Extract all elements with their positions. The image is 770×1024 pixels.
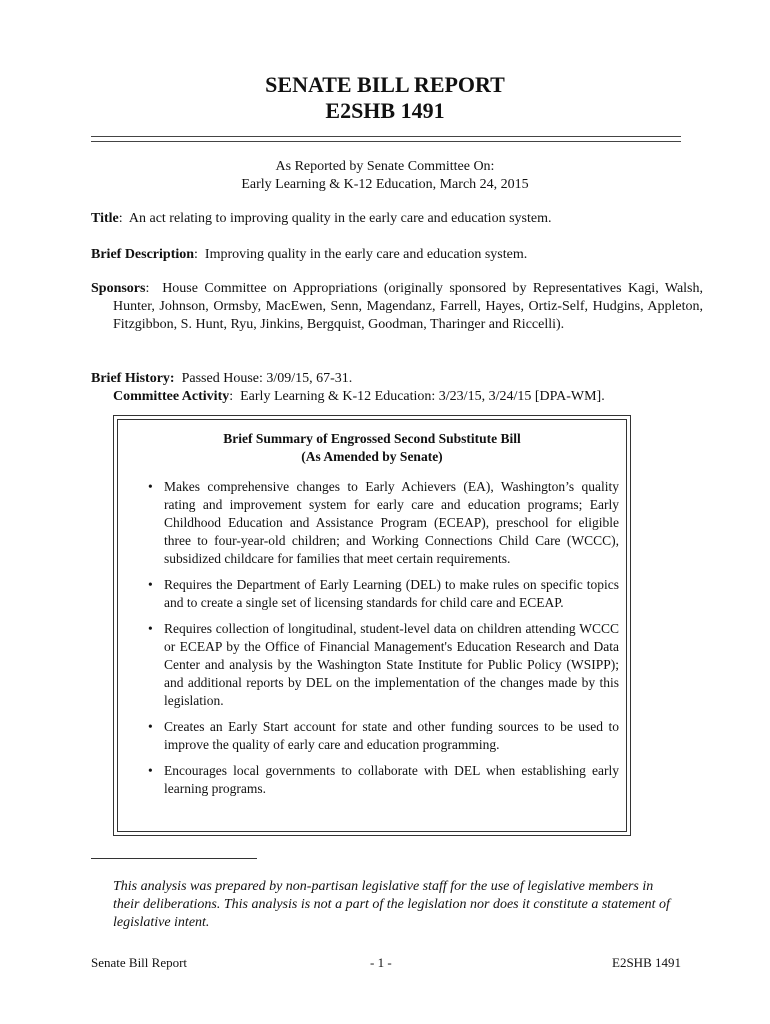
summary-bullet-text: Requires the Department of Early Learning (DEL) to make rules on specific topics and to create a single set of licensing standards for child care and ECEAP. (164, 577, 619, 610)
footer-right: E2SHB 1491 (612, 955, 681, 970)
summary-bullet-text: Requires collection of longitudinal, student-level data on children attending WCCC or ECEAP by the Office of Financial Management's Education Research and Data Center and analysis by the Washington State Institute for Public Policy (WSIPP); and additional reports by DEL on the implementation of the changes made by this legislation. (164, 621, 619, 708)
page-number: - 1 - (370, 955, 392, 970)
brief-history-text: Passed House: 3/09/15, 67-31. (181, 371, 353, 386)
brief-description-text: Improving quality in the early care and education system. (204, 247, 528, 262)
bill-number: E2SHB 1491 (325, 98, 445, 123)
summary-bullet-list (148, 478, 619, 806)
committee-activity-label: Committee Activity (113, 389, 230, 404)
title-section: Title: An act relating to improving quality in the early care and education system. (91, 211, 552, 226)
report-title: SENATE BILL REPORT (265, 72, 505, 97)
sponsors-text: House Committee on Appropriations (originally sponsored by Representatives Kagi, Walsh, Hunter, Johnson, Ormsby, MacEwen, Senn, Magendanz, Farrell, Hayes, Ortiz-Self, Hudgins, Appleton, Fitzgibbon, S. Hunt, Ryu, Jinkins, Bergquist, Goodman, Tharinger and Riccelli). (113, 281, 703, 332)
summary-bullet-text: Creates an Early Start account for state and other funding sources to be used to improve the quality of early care and education programming. (164, 719, 619, 752)
summary-title-line-1: Brief Summary of Engrossed Second Substitute Bill (223, 431, 521, 446)
summary-bullet-text: Makes comprehensive changes to Early Achievers (EA), Washington’s quality rating and improvement system for early care and education programs; Early Childhood Education and Assistance Program (ECEAP), preschool for eligible three to four-year-old children; and Working Connections Child Care (WCCC), subsidized childcare for families that meet certain requirements. (164, 479, 619, 566)
brief-history-label: Brief History: (91, 371, 175, 386)
reported-line-1: As Reported by Senate Committee On: (275, 159, 495, 174)
brief-history-section: Brief History: Passed House: 3/09/15, 67-31. Committee Activity: Early Learning & K-12 Education: 3/23/15, 3/24/15 [DPA-WM]. (91, 371, 605, 404)
summary-bullet-2 (148, 576, 619, 612)
summary-bullet-3 (148, 620, 619, 710)
bullet-glyph: • (148, 763, 153, 778)
footer-left: Senate Bill Report (91, 955, 188, 970)
summary-bullet-1 (148, 478, 619, 568)
summary-bullet-5 (148, 762, 619, 798)
bullet-glyph: • (148, 479, 153, 494)
summary-title-line-2: (As Amended by Senate) (301, 449, 443, 464)
committee-activity-text: Early Learning & K-12 Education: 3/23/15, 3/24/15 [DPA-WM]. (240, 389, 605, 404)
summary-bullet-text: Encourages local governments to collaborate with DEL when establishing early learning programs. (164, 763, 619, 796)
header-rule-top (91, 136, 681, 137)
sponsors-section: Sponsors: House Committee on Appropriations (originally sponsored by Representatives Kagi, Walsh, Hunter, Johnson, Ormsby, MacEwen, Senn, Magendanz, Farrell, Hayes, Ortiz-Self, Hudgins, Appleton, Fitzgibbon, S. Hunt, Ryu, Jinkins, Bergquist, Goodman, Tharinger and Riccelli). (91, 281, 703, 332)
bullet-glyph: • (148, 621, 153, 636)
brief-description-label: Brief Description (91, 247, 195, 262)
brief-summary-box (113, 415, 631, 836)
title-text: An act relating to improving quality in the early care and education system. (128, 211, 552, 226)
sponsors-label: Sponsors (91, 281, 146, 296)
brief-description-section: Brief Description: Improving quality in the early care and education system. (91, 247, 528, 262)
bullet-glyph: • (148, 577, 153, 592)
brief-summary-inner-frame (117, 419, 627, 832)
title-label: Title (91, 211, 119, 226)
header-rule-bottom (91, 141, 681, 142)
bullet-glyph: • (148, 719, 153, 734)
disclaimer-note: This analysis was prepared by non-partisan legislative staff for the use of legislative members in their deliberations. This analysis is not a part of the legislation nor does it constitute a statement of legislative intent. (113, 879, 670, 930)
footnote-rule (91, 858, 257, 859)
reported-line-2: Early Learning & K-12 Education, March 24, 2015 (241, 177, 529, 192)
summary-bullet-4 (148, 718, 619, 754)
